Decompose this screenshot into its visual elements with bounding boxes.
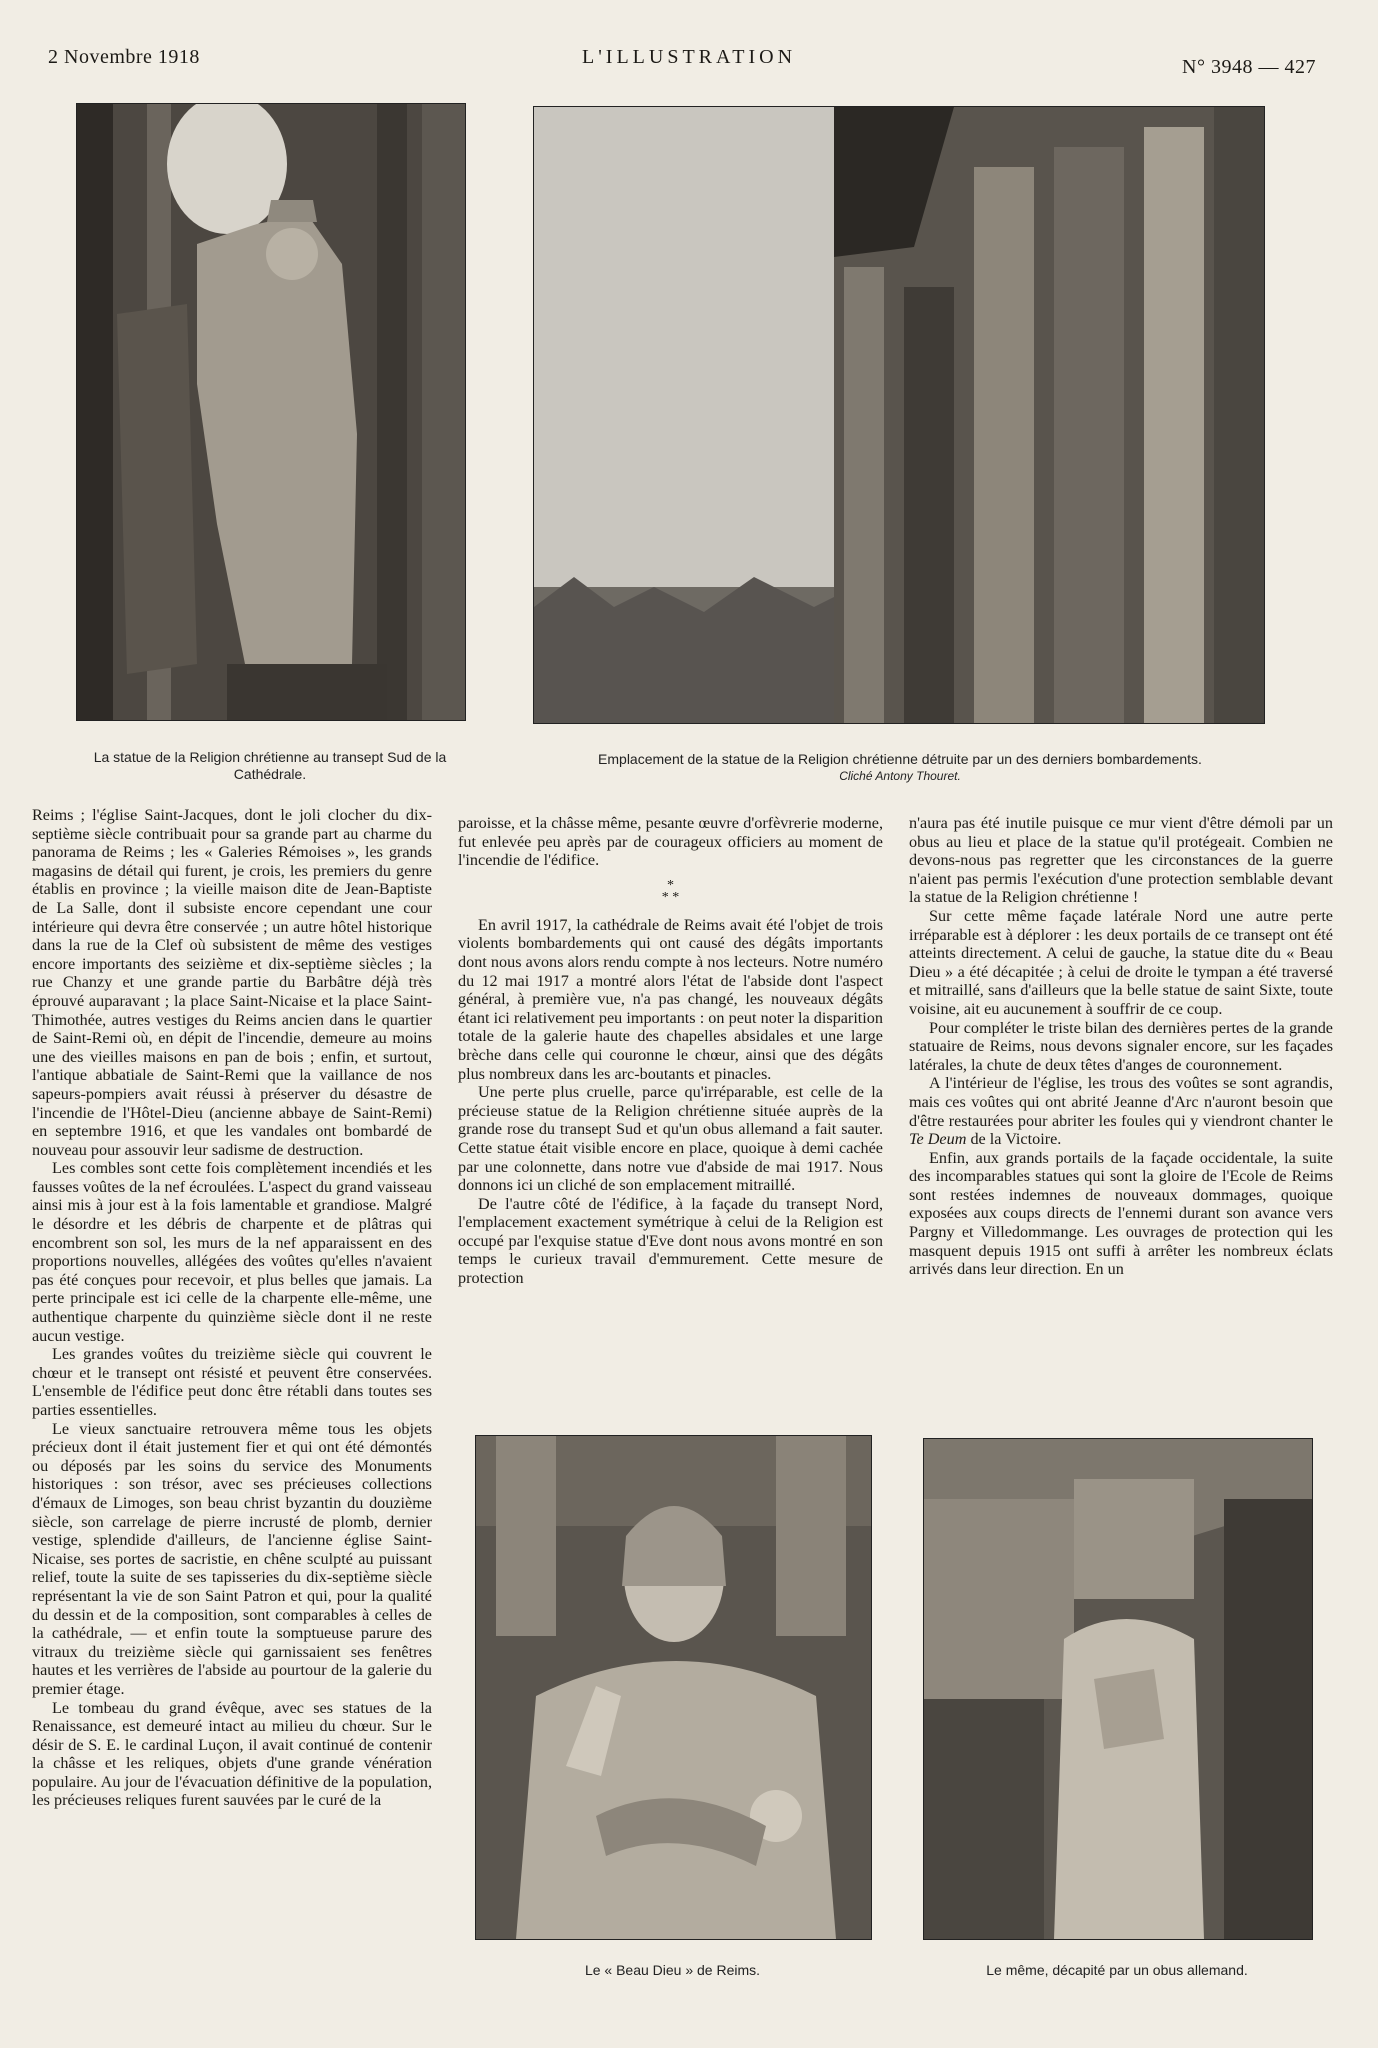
col3-text: A l'intérieur de l'église, les trous des voûtes se sont agrandis, mais ces voûtes qui ont abrité Jeanne d'Arc n'auront besoin que d'être restaurées pour abriter les foules qui y viendront chanter le	[909, 1074, 1333, 1130]
beheaded-statue-photo	[923, 1438, 1313, 1940]
col3-paragraph: Sur cette même façade latérale Nord une autre perte irréparable est à déplorer : les deux portails de ce transept ont été atteints directement. A celui de gauche, la statue dite du « Beau Dieu » a été décapitée ; à celui de droite le tympan a été traversé et mitraillé, sans d'ailleurs que la belle statue de saint Sixte, toute voisine, ait eu aucunement à souffrir de ce coup.	[909, 906, 1333, 1018]
section-separator	[458, 877, 883, 905]
col1-paragraph: Le tombeau du grand évêque, avec ses statues de la Renaissance, est demeuré intact au milieu du chœur. Sur le désir de S. E. le cardinal Luçon, il avait continué de contenir la châsse et les reliques, objets d'une grande vénération populaire. Au jour de l'évacuation définitive de la population, les précieuses reliques furent sauvées par le curé de la	[32, 1698, 432, 1810]
col3-paragraph: n'aura pas été inutile puisque ce mur vient d'être démoli par un obus au lieu et place de la statue qu'il protégeait. Combien ne devons-nous pas regretter que les circonstances de la guerre n'aient pas permis l'exécution d'une protection semblable devant la statue de la Religion chrétienne !	[909, 814, 1333, 907]
issue-number: N° 3948 — 427	[1182, 56, 1316, 78]
separator-bottom: * *	[661, 889, 680, 905]
col3-paragraph: Pour compléter le triste bilan des dernières pertes de la grande statuaire de Reims, nous devons signaler encore, sur les façades latérales, la chute de deux têtes d'anges de couronnement.	[909, 1018, 1333, 1074]
col1-paragraph: Les combles sont cette fois complètement incendiés et les fausses voûtes de la nef écroulées. L'aspect du grand vaisseau ainsi mis à jour est à la fois lamentable et grandiose. Malgré le désordre et les débris de charpente et de plâtras qui encombrent son sol, les murs de la nef apparaissent en des proportions nouvelles, allégées des voûtes qu'elles n'avaient pas été conçues pour recevoir, et plus belles que jamais. La perte principale est ici celle de la charpente elle-même, une authentique charpente du quinzième siècle dont il ne reste aucun vestige.	[32, 1159, 432, 1345]
article-column-3	[909, 814, 1333, 1279]
photo2-caption	[520, 751, 1280, 785]
article-column-2	[458, 814, 883, 1288]
te-deum-text: Te Deum	[909, 1130, 967, 1149]
col1-paragraph: Le vieux sanctuaire retrouvera même tous les objets précieux dont il était justement fier et qui ont été démontés ou déposés par les soins du service des Monuments historiques : son trésor, avec ses précieuses collections d'émaux de Limoges, son beau christ byzantin du douzième siècle, son carrelage de pierre incrusté de plomb, dernier vestige, splendide d'ailleurs, de l'ancienne église Saint-Nicaise, ses portes de sacristie, en chêne sculpté au puissant relief, toute la suite de ses tapisseries du dix-septième siècle représentant la vie de son Saint Patron et qui, pour la qualité du dessin et de la composition, sont comparables à celles de la cathédrale, — et enfin toute la somptueuse parure des vitraux du treizième siècle qui garnissaient ses fenêtres hautes et les verrières de l'abside au pourtour de la galerie du premier étage.	[32, 1419, 432, 1698]
col1-paragraph: Les grandes voûtes du treizième siècle qui couvrent le chœur et le transept ont résisté et peuvent être conservées. L'ensemble de l'édifice peut donc être rétabli dans toutes ses parties essentielles.	[32, 1345, 432, 1419]
photo3-caption: Le « Beau Dieu » de Reims.	[584, 1962, 761, 1978]
photo2-credit: Cliché Antony Thouret.	[839, 769, 961, 783]
issue-date: 2 Novembre 1918	[48, 46, 200, 68]
statue-religion-photo	[76, 103, 466, 721]
col2-paragraph: En avril 1917, la cathédrale de Reims avait été l'objet de trois violents bombardements qui ont causé des dégâts importants dont nous avons alors rendu compte à nos lecteurs. Notre numéro du 12 mai 1917 a montré alors l'état de l'abside dont l'aspect général, à première vue, n'a pas changé, les nouveaux dégâts étant ici relativement peu importants : on peut noter la disparition totale de la galerie haute des chapelles absidales et une large brèche dans celle qui couronne le chœur, ainsi que des dégâts plus nombreux dans les arc-boutants et pinacles.	[458, 915, 883, 1083]
article-column-1	[32, 806, 432, 1810]
col2-paragraph: De l'autre côté de l'édifice, à la façade du transept Nord, l'emplacement exactement symétrique à celui de la Religion est occupé par l'exquise statue d'Eve dont nous avons montré en son temps le curieux travail d'emmurement. Cette mesure de protection	[458, 1194, 883, 1288]
photo4-caption: Le même, décapité par un obus allemand.	[986, 1962, 1248, 1978]
col2-paragraph: paroisse, et la châsse même, pesante œuvre d'orfèvrerie moderne, fut enlevée peu après par de courageux officiers au moment de l'incendie de l'édifice.	[458, 814, 883, 870]
col3-text: de la Victoire.	[966, 1130, 1062, 1149]
beau-dieu-photo	[475, 1435, 872, 1940]
photo1-caption: La statue de la Religion chrétienne au transept Sud de la Cathédrale.	[93, 749, 447, 782]
magazine-title: L'ILLUSTRATION	[581, 46, 797, 68]
col3-paragraph	[909, 1074, 1333, 1148]
col1-paragraph: Reims ; l'église Saint-Jacques, dont le joli clocher du dix-septième siècle contribuait pour sa grande part au charme du panorama de Reims ; les « Galeries Rémoises », les grands magasins de détail qui furent, je crois, les premiers du genre établis en province ; la vieille maison dite de Jean-Baptiste de La Salle, dont il subsiste encore cependant une cour intérieure qui devra être conservée ; un autre hôtel historique dans la rue de la Clef où subsistent de même des vestiges encore importants des seizième et dix-septième siècles ; la rue Chanzy et une grande partie du Barbâtre déjà très éprouvé auparavant ; la place Saint-Nicaise et la place Saint-Thimothée, autres vestiges du Reims ancien dans le quartier de Saint-Remi où, en dépit de l'incendie, demeure au moins une des vieilles maisons en pan de bois ; enfin, et surtout, l'antique abbatiale de Saint-Remi que la vaillance de nos sapeurs-pompiers avait réussi à préserver du désastre de l'incendie de l'Hôtel-Dieu (ancienne abbaye de Saint-Remi) en septembre 1916, et que les vandales ont bombardé de nouveau pour assouvir leur sadisme de destruction.	[32, 806, 432, 1159]
separator-top: *	[667, 877, 674, 893]
col2-paragraph: Une perte plus cruelle, parce qu'irréparable, est celle de la précieuse statue de la Religion chrétienne située auprès de la grande rose du transept Sud et qu'un obus allemand a fait sauter. Cette statue était visible encore en place, quoique à demi cachée par une colonnette, dans notre vue d'abside de mai 1917. Nous donnons ici un cliché de son emplacement mitraillé.	[458, 1083, 883, 1195]
statue-location-photo	[533, 106, 1265, 724]
photo2-caption-text: Emplacement de la statue de la Religion chrétienne détruite par un des derniers bombardements.	[598, 751, 1202, 767]
col3-paragraph: Enfin, aux grands portails de la façade occidentale, la suite des incomparables statues qui sont la gloire de l'Ecole de Reims sont restées indemnes de nouveaux dommages, quoique exposées aux coups directs de l'ennemi durant son avance vers Pargny et Villedommange. Les ouvrages de protection qui les masquent depuis 1915 ont suffi à arrêter les nombreux éclats arrivés dans leur direction. En un	[909, 1148, 1333, 1279]
